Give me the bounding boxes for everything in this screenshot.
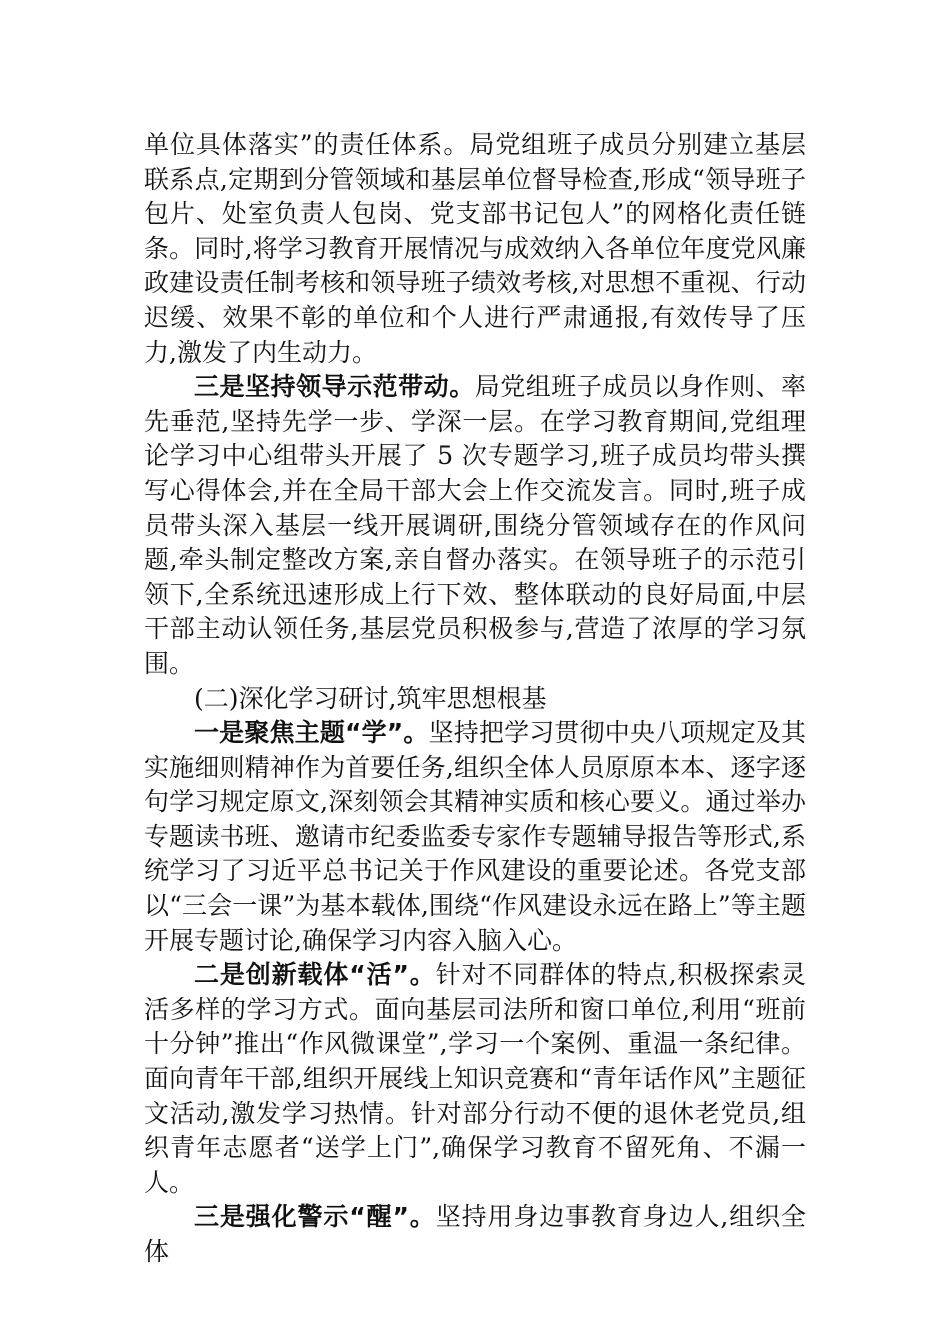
paragraph-text: 坚持把学习贯彻中央八项规定及其实施细则精神作为首要任务,组织全体人员原原本本、逐字逐句学习规定原文,深刻领会其精神实质和核心要义。通过举办专题读书班、邀请市纪委监委专家作专题辅导报告等形式,系统学习了习近平总书记关于作风建设的重要论述。各党支部以“三会一课”为基本载体,围绕“作风建设永远在路上”等主题开展专题讨论,确保学习内容入脑入心。	[144, 718, 806, 955]
paragraph-responsibility-system	[144, 128, 806, 370]
section-heading-text: (二)深化学习研讨,筑牢思想根基	[194, 683, 547, 713]
section-heading	[144, 682, 806, 717]
document-body	[144, 128, 806, 1270]
paragraph-lead-heading: 三是强化警示“醒”。	[194, 1202, 436, 1232]
paragraph-focus-study	[144, 716, 806, 958]
paragraph-warning-education	[144, 1200, 806, 1269]
paragraph-text: 坚持用身边事教育身边人,组织全体	[144, 1202, 806, 1266]
paragraph-text: 单位具体落实”的责任体系。局党组班子成员分别建立基层联系点,定期到分管领域和基层单位督导检查,形成“领导班子包片、处室负责人包岗、党支部书记包人”的网格化责任链条。同时,将学习教育开展情况与成效纳入各单位年度党风廉政建设责任制考核和领导班子绩效考核,对思想不重视、行动迟缓、效果不彰的单位和个人进行严肃通报,有效传导了压力,激发了内生动力。	[144, 130, 806, 367]
paragraph-lead-heading: 二是创新载体“活”。	[194, 960, 436, 990]
paragraph-leadership-example	[144, 370, 806, 681]
paragraph-lead-heading: 三是坚持领导示范带动。	[194, 372, 475, 402]
paragraph-innovate-carrier	[144, 958, 806, 1200]
paragraph-text: 针对不同群体的特点,积极探索灵活多样的学习方式。面向基层司法所和窗口单位,利用“班前十分钟”推出“作风微课堂”,学习一个案例、重温一条纪律。面向青年干部,组织开展线上知识竞赛和“青年话作风”主题征文活动,激发学习热情。针对部分行动不便的退休老党员,组织青年志愿者“送学上门”,确保学习教育不留死角、不漏一人。	[144, 960, 806, 1197]
paragraph-lead-heading: 一是聚焦主题“学”。	[194, 718, 429, 748]
paragraph-text: 局党组班子成员以身作则、率先垂范,坚持先学一步、学深一层。在学习教育期间,党组理论学习中心组带头开展了 5 次专题学习,班子成员均带头撰写心得体会,并在全局干部大会上作交流发言。同时,班子成员带头深入基层一线开展调研,围绕分管领域存在的作风问题,牵头制定整改方案,亲自督办落实。在领导班子的示范引领下,全系统迅速形成上行下效、整体联动的良好局面,中层干部主动认领任务,基层党员积极参与,营造了浓厚的学习氛围。	[144, 372, 806, 678]
